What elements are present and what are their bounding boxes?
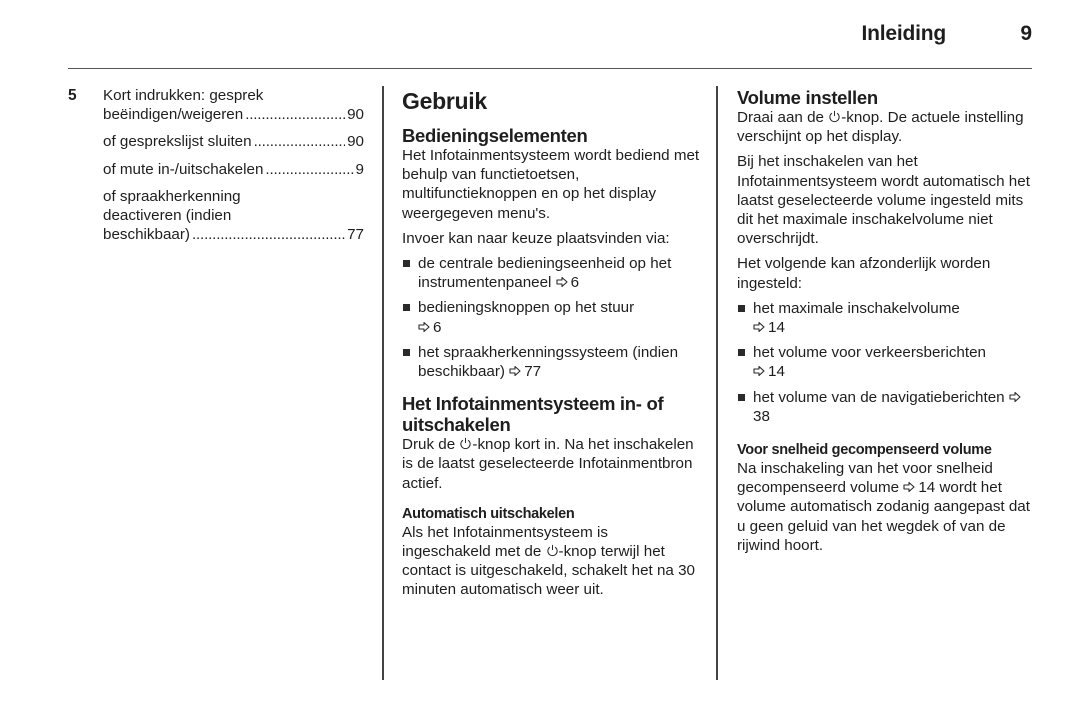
list-item-text: bedieningsknoppen op het stuur <box>418 299 635 317</box>
legend-entry <box>103 86 364 124</box>
input-methods-list <box>402 254 700 381</box>
legend-entry-text: beschikbaar) <box>103 226 190 244</box>
leader-dots <box>245 105 345 124</box>
page-header <box>68 0 1032 69</box>
speed-compensated-heading: Voor snelheid gecompenseerd volume <box>737 442 992 459</box>
power-heading: Het Infotainmentsysteem in- of uitschakelen <box>402 393 664 436</box>
volume-paragraph: Draai aan de -knop. De actuele instelling verschijnt op het display. <box>737 109 1024 146</box>
column-divider <box>382 86 384 680</box>
legend-entry <box>103 132 364 151</box>
page-reference[interactable]: 77 <box>347 226 364 244</box>
list-item-text: het spraakherkenningssysteem (indien beschikbaar) <box>418 343 679 381</box>
list-item <box>737 299 1037 337</box>
page-reference[interactable]: 38 <box>753 389 1024 425</box>
page-reference-arrow-icon <box>903 481 915 493</box>
list-item-text: de centrale bedieningseenheid op het instrumentenpaneel <box>418 255 672 292</box>
page-reference[interactable]: 14 <box>903 479 935 496</box>
page-reference-arrow-icon <box>556 276 568 288</box>
page-reference[interactable]: 90 <box>347 106 364 124</box>
legend-entry-text: beëindigen/weigeren <box>103 106 244 124</box>
page-reference[interactable]: 6 <box>556 274 579 291</box>
settings-intro-paragraph: Het volgende kan afzonderlijk worden ingesteld: <box>737 255 991 292</box>
legend-entry-text: of spraakherkenning <box>103 187 241 205</box>
list-item <box>737 388 1037 426</box>
leader-dots <box>192 225 345 244</box>
square-bullet-icon <box>403 304 410 311</box>
list-item-text: het volume van de navigatieberichten <box>753 388 1005 406</box>
page-reference-arrow-icon <box>753 321 765 333</box>
controls-heading: Bedieningselementen <box>402 125 588 146</box>
leader-dots <box>254 132 346 151</box>
legend-column <box>68 86 364 252</box>
legend-entry-text: of mute in-/uitschakelen <box>103 160 264 178</box>
power-paragraph: Druk de -knop kort in. Na het inschakelen is de laatst geselecteerde Infotainmentbron actief. <box>402 436 694 492</box>
volume-heading: Volume instellen <box>737 87 878 108</box>
page-reference-arrow-icon <box>1009 391 1021 403</box>
list-item-text: het maximale inschakelvolume <box>753 299 960 317</box>
legend-entry-text: Kort indrukken: gesprek <box>103 87 264 104</box>
section-title: Gebruik <box>402 88 487 114</box>
usage-column <box>402 86 700 606</box>
square-bullet-icon <box>403 349 410 356</box>
column-divider <box>716 86 718 680</box>
page-reference[interactable]: 90 <box>347 133 364 151</box>
power-icon <box>459 437 472 450</box>
volume-column <box>737 86 1037 561</box>
page-reference[interactable]: 9 <box>355 160 364 178</box>
list-item-text: het volume voor verkeersberichten <box>753 344 986 362</box>
page-reference-arrow-icon <box>753 365 765 377</box>
square-bullet-icon <box>403 260 410 267</box>
page-reference[interactable]: 6 <box>418 319 441 336</box>
controls-paragraph: Het Infotainmentsysteem wordt bediend met behulp van functietoetsen, multifunctieknoppen en op het display weergegeven menu's. <box>402 147 700 222</box>
legend-entry <box>103 160 364 179</box>
legend-item <box>68 86 364 244</box>
volume-settings-list <box>737 299 1037 426</box>
list-item <box>402 298 700 336</box>
list-item <box>402 254 700 292</box>
legend-entry-text: of gesprekslijst sluiten <box>103 133 252 151</box>
page-number: 9 <box>1020 22 1032 45</box>
power-icon <box>828 110 841 123</box>
auto-off-paragraph: Als het Infotainmentsysteem is ingeschakeld met de -knop terwijl het contact is uitgeschakeld, schakelt het na 30 minuten automatisch weer uit. <box>402 523 695 599</box>
list-item <box>402 343 700 381</box>
page-reference[interactable]: 14 <box>753 319 785 336</box>
auto-off-heading: Automatisch uitschakelen <box>402 505 575 522</box>
square-bullet-icon <box>738 305 745 312</box>
page-reference[interactable]: 77 <box>509 363 541 380</box>
speed-compensated-paragraph: Na inschakeling van het voor snelheid gecompenseerd volume 14 wordt het volume automatisch zodanig aangepast dat u geen geluid van het wegdek of van de rijwind hoort. <box>737 460 1030 554</box>
legend-item-number: 5 <box>68 87 77 104</box>
list-item <box>737 343 1037 381</box>
input-paragraph: Invoer kan naar keuze plaatsvinden via: <box>402 229 670 247</box>
page-reference-arrow-icon <box>418 321 430 333</box>
legend-entry-text: deactiveren (indien <box>103 207 232 225</box>
chapter-title: Inleiding <box>861 22 946 45</box>
square-bullet-icon <box>738 394 745 401</box>
legend-entry <box>103 187 364 245</box>
page-reference-arrow-icon <box>509 365 521 377</box>
page-reference[interactable]: 14 <box>753 363 785 380</box>
startup-volume-paragraph: Bij het inschakelen van het Infotainmentsysteem wordt automatisch het laatst geselecteerde volume ingesteld mits dit het maximale inschakelvolume niet overschrijdt. <box>737 153 1030 248</box>
square-bullet-icon <box>738 349 745 356</box>
power-icon <box>546 544 559 557</box>
leader-dots <box>265 160 353 179</box>
